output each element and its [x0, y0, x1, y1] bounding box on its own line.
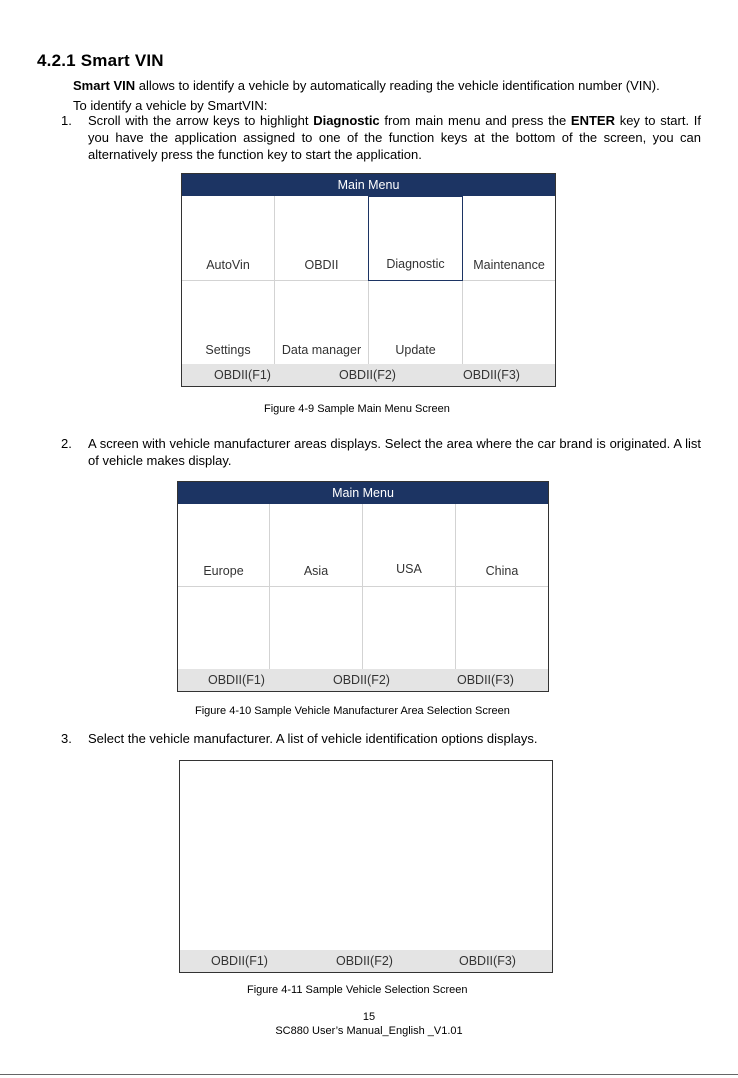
- intro-paragraph: [73, 77, 703, 94]
- section-heading: 4.2.1 Smart VIN: [37, 51, 164, 70]
- function-key-f2[interactable]: OBDII(F2): [336, 954, 393, 968]
- step-3-text: Select the vehicle manufacturer. A list of vehicle identification options displays.: [88, 731, 538, 746]
- menu-item-diagnostic[interactable]: Diagnostic: [368, 196, 463, 281]
- screen-title: Main Menu: [182, 174, 555, 196]
- step-1-text: Scroll with the arrow keys to highlight Diagnostic from main menu and press the ENTER key to start. If you have the application assigned to one of the function keys at the bottom of the screen, you can alternatively press the function key to start the application.: [88, 113, 702, 162]
- step-2-text: A screen with vehicle manufacturer areas displays. Select the area where the car brand is originated. A list of vehicle makes display.: [88, 436, 701, 468]
- function-key-f2[interactable]: OBDII(F2): [333, 673, 390, 687]
- figure-caption: Figure 4-11 Sample Vehicle Selection Screen: [247, 984, 468, 996]
- step-1-number: 1.: [61, 113, 72, 128]
- manual-title: SC880 User’s Manual_English _V1.01: [275, 1025, 463, 1037]
- step-3-number: 3.: [61, 731, 72, 746]
- step-2: [61, 435, 701, 469]
- grid-divider: [178, 586, 548, 587]
- page-number: 15: [362, 1011, 376, 1023]
- function-key-f1[interactable]: OBDII(F1): [211, 954, 268, 968]
- intro-text: allows to identify a vehicle by automatically reading the vehicle identification number (VIN).: [135, 78, 660, 93]
- area-item-china[interactable]: China: [485, 564, 519, 578]
- step-2-number: 2.: [61, 436, 72, 451]
- area-item-usa[interactable]: USA: [396, 562, 422, 576]
- menu-item-autovin[interactable]: AutoVin: [206, 258, 250, 272]
- function-key-f3[interactable]: OBDII(F3): [457, 673, 514, 687]
- area-item-asia[interactable]: Asia: [303, 564, 329, 578]
- step-1: [61, 112, 701, 163]
- function-key-f2[interactable]: OBDII(F2): [339, 368, 396, 382]
- function-key-f1[interactable]: OBDII(F1): [208, 673, 265, 687]
- function-key-f3[interactable]: OBDII(F3): [459, 954, 516, 968]
- intro-bold-term: Smart VIN: [73, 78, 136, 93]
- function-key-f3[interactable]: OBDII(F3): [463, 368, 520, 382]
- function-key-bar: [180, 950, 552, 972]
- intro-line-2: To identify a vehicle by SmartVIN:: [73, 98, 268, 113]
- menu-item-settings[interactable]: Settings: [205, 343, 251, 357]
- function-key-f1[interactable]: OBDII(F1): [214, 368, 271, 382]
- function-key-bar: [182, 364, 555, 386]
- menu-item-empty: [463, 281, 555, 365]
- page-bottom-rule: [0, 1074, 738, 1075]
- figure-caption: Figure 4-10 Sample Vehicle Manufacturer Area Selection Screen: [195, 705, 510, 717]
- area-item-europe[interactable]: Europe: [203, 564, 244, 578]
- menu-item-data-manager[interactable]: Data manager: [281, 343, 362, 357]
- menu-item-maintenance[interactable]: Maintenance: [473, 258, 545, 272]
- main-menu-screen: [181, 173, 556, 387]
- vehicle-selection-screen: [179, 760, 553, 973]
- area-selection-screen: [177, 481, 549, 692]
- figure-caption: Figure 4-9 Sample Main Menu Screen: [264, 403, 450, 415]
- function-key-bar: [178, 669, 548, 691]
- menu-item-update[interactable]: Update: [395, 343, 436, 357]
- menu-item-obdii[interactable]: OBDII: [304, 258, 339, 272]
- step-3: [61, 730, 701, 747]
- screen-title: Main Menu: [178, 482, 548, 504]
